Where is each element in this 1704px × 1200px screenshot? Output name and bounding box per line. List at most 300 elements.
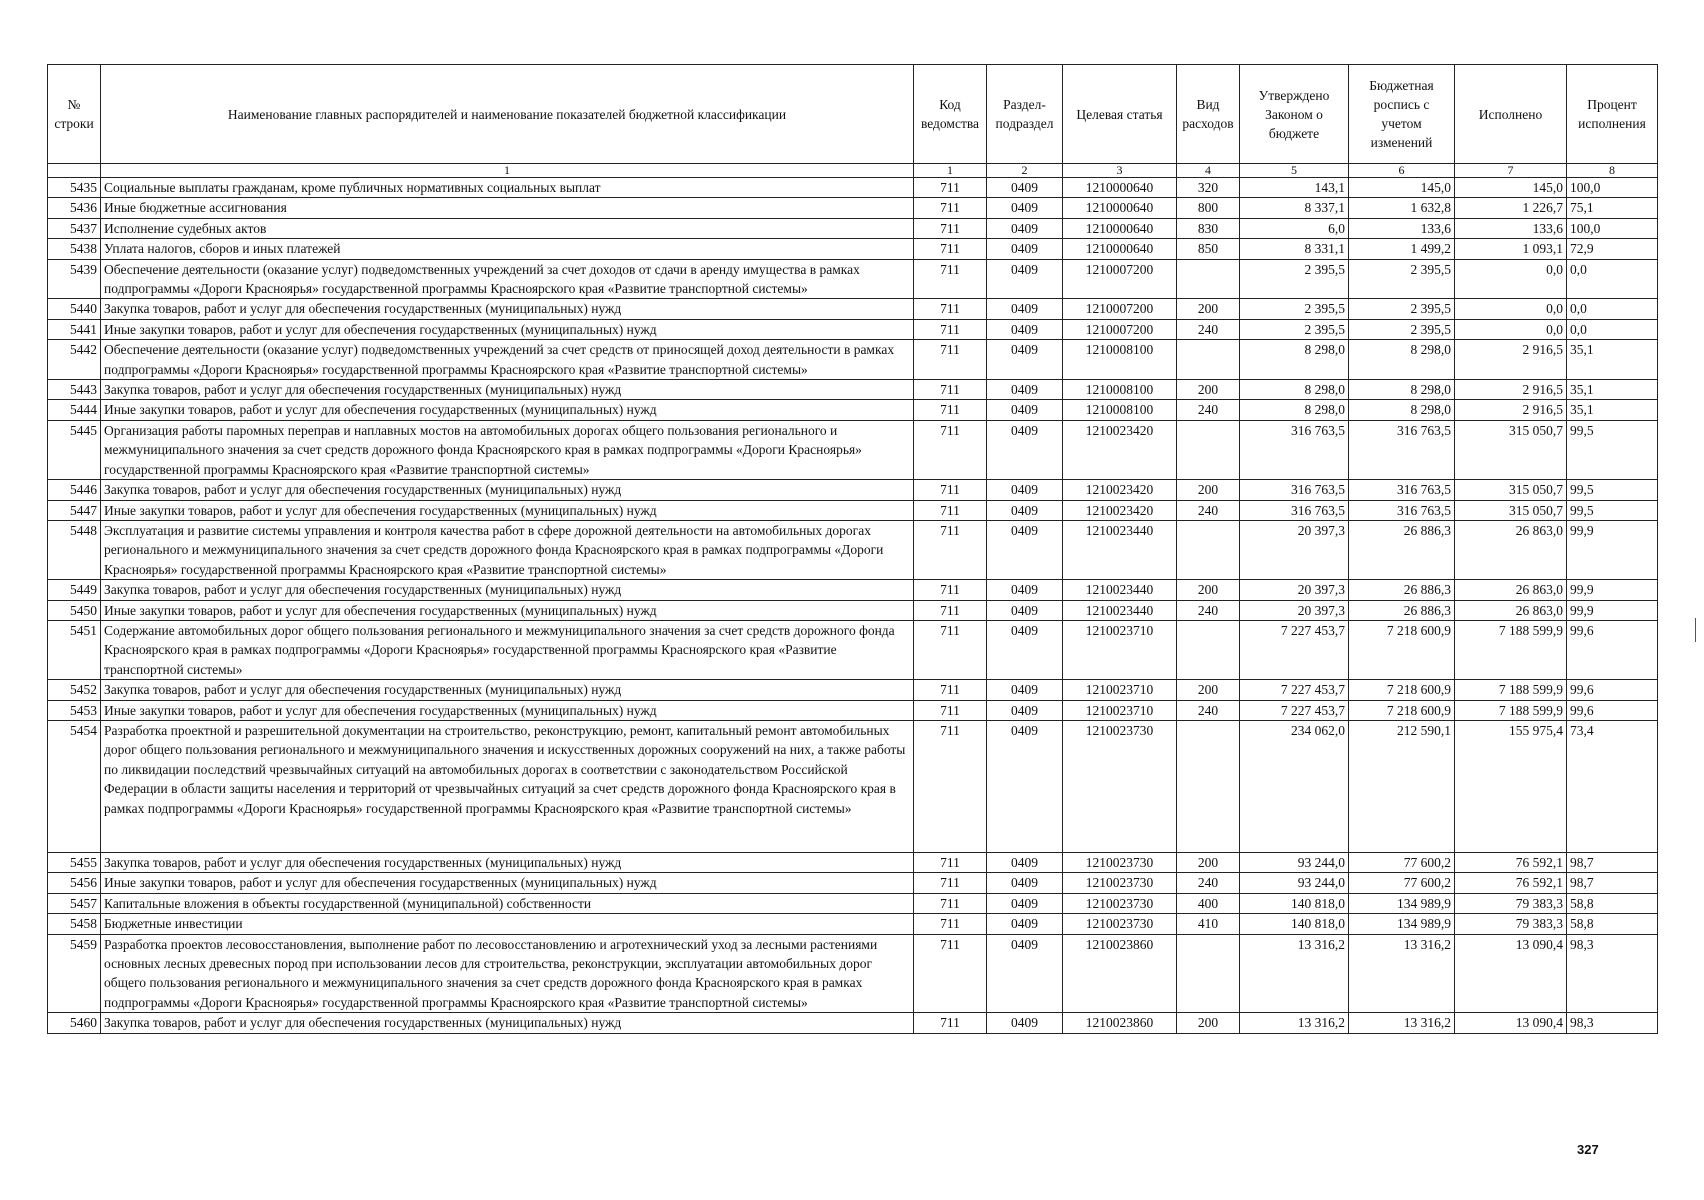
item-name: Закупка товаров, работ и услуг для обеспечения государственных (муниципальных) нужд	[101, 680, 914, 700]
item-name: Эксплуатация и развитие системы управления и контроля качества работ в сфере дорожной деятельности на автомобильных дорогах регионального и межмуниципального значения за счет средств дорожного фонда Красноярского края в рамках подпрограммы «Дороги Красноярья» государственной программы Красноярского края «Развитие транспортной системы»	[101, 520, 914, 579]
section-code: 0409	[987, 239, 1063, 259]
expense-type: 240	[1177, 500, 1240, 520]
approved-amount: 316 763,5	[1240, 420, 1349, 479]
row-number: 5451	[48, 620, 101, 679]
approved-amount: 8 298,0	[1240, 400, 1349, 420]
execution-percent: 72,9	[1567, 239, 1658, 259]
executed-amount: 2 916,5	[1455, 400, 1567, 420]
item-name: Бюджетные инвестиции	[101, 914, 914, 934]
executed-amount: 26 863,0	[1455, 520, 1567, 579]
header-name: Наименование главных распорядителей и наименование показателей бюджетной классификации	[101, 65, 914, 164]
executed-amount: 79 383,3	[1455, 914, 1567, 934]
budget-execution-table	[47, 64, 1658, 1034]
executed-amount: 76 592,1	[1455, 873, 1567, 893]
dept-code: 711	[914, 873, 987, 893]
row-number: 5452	[48, 680, 101, 700]
executed-amount: 2 916,5	[1455, 340, 1567, 380]
executed-amount: 26 863,0	[1455, 580, 1567, 600]
executed-amount: 13 090,4	[1455, 934, 1567, 1013]
executed-amount: 76 592,1	[1455, 852, 1567, 872]
target-article: 1210007200	[1063, 299, 1177, 319]
dept-code: 711	[914, 852, 987, 872]
section-code: 0409	[987, 400, 1063, 420]
row-number: 5460	[48, 1013, 101, 1033]
dept-code: 711	[914, 620, 987, 679]
executed-amount: 26 863,0	[1455, 600, 1567, 620]
dept-code: 711	[914, 1013, 987, 1033]
expense-type	[1177, 934, 1240, 1013]
expense-type: 200	[1177, 299, 1240, 319]
table-row	[48, 914, 1658, 934]
expense-type: 800	[1177, 198, 1240, 218]
table-row	[48, 873, 1658, 893]
table-row	[48, 852, 1658, 872]
approved-amount: 8 298,0	[1240, 340, 1349, 380]
execution-percent: 100,0	[1567, 178, 1658, 198]
item-name: Иные закупки товаров, работ и услуг для обеспечения государственных (муниципальных) нужд	[101, 500, 914, 520]
table-row	[48, 580, 1658, 600]
item-name: Социальные выплаты гражданам, кроме публичных нормативных социальных выплат	[101, 178, 914, 198]
target-article: 1210023730	[1063, 873, 1177, 893]
row-number: 5459	[48, 934, 101, 1013]
index-cell: 8	[1567, 164, 1658, 178]
item-name: Иные закупки товаров, работ и услуг для обеспечения государственных (муниципальных) нужд	[101, 873, 914, 893]
execution-percent: 75,1	[1567, 198, 1658, 218]
target-article: 1210000640	[1063, 218, 1177, 238]
budget-list-amount: 1 632,8	[1349, 198, 1455, 218]
budget-list-amount: 77 600,2	[1349, 873, 1455, 893]
dept-code: 711	[914, 380, 987, 400]
expense-type: 200	[1177, 380, 1240, 400]
dept-code: 711	[914, 218, 987, 238]
dept-code: 711	[914, 299, 987, 319]
row-number: 5435	[48, 178, 101, 198]
expense-type	[1177, 720, 1240, 852]
item-name: Организация работы паромных переправ и наплавных мостов на автомобильных дорогах общего пользования регионального и межмуниципального значения за счет средств дорожного фонда Красноярского края в рамках подпрограммы «Дороги Красноярья» государственной программы Красноярского края «Развитие транспортной системы»	[101, 420, 914, 479]
approved-amount: 7 227 453,7	[1240, 620, 1349, 679]
approved-amount: 93 244,0	[1240, 852, 1349, 872]
row-number: 5446	[48, 480, 101, 500]
execution-percent: 98,3	[1567, 934, 1658, 1013]
table-row	[48, 480, 1658, 500]
approved-amount: 140 818,0	[1240, 914, 1349, 934]
row-number: 5450	[48, 600, 101, 620]
execution-percent: 99,9	[1567, 520, 1658, 579]
executed-amount: 0,0	[1455, 319, 1567, 339]
budget-list-amount: 26 886,3	[1349, 520, 1455, 579]
expense-type: 200	[1177, 852, 1240, 872]
table-row	[48, 620, 1658, 679]
page-number: 327	[1577, 1142, 1599, 1157]
approved-amount: 2 395,5	[1240, 319, 1349, 339]
approved-amount: 6,0	[1240, 218, 1349, 238]
row-number: 5455	[48, 852, 101, 872]
executed-amount: 7 188 599,9	[1455, 620, 1567, 679]
executed-amount: 0,0	[1455, 259, 1567, 299]
budget-list-amount: 2 395,5	[1349, 259, 1455, 299]
execution-percent: 99,5	[1567, 500, 1658, 520]
table-row	[48, 178, 1658, 198]
row-number: 5454	[48, 720, 101, 852]
header-budget-list: Бюджетная роспись с учетом изменений	[1349, 65, 1455, 164]
row-number: 5437	[48, 218, 101, 238]
table-row	[48, 720, 1658, 852]
dept-code: 711	[914, 239, 987, 259]
approved-amount: 8 337,1	[1240, 198, 1349, 218]
section-code: 0409	[987, 319, 1063, 339]
approved-amount: 2 395,5	[1240, 259, 1349, 299]
approved-amount: 8 331,1	[1240, 239, 1349, 259]
executed-amount: 0,0	[1455, 299, 1567, 319]
section-code: 0409	[987, 893, 1063, 913]
target-article: 1210023420	[1063, 480, 1177, 500]
executed-amount: 315 050,7	[1455, 480, 1567, 500]
column-index-row	[48, 164, 1658, 178]
item-name: Закупка товаров, работ и услуг для обеспечения государственных (муниципальных) нужд	[101, 480, 914, 500]
dept-code: 711	[914, 680, 987, 700]
expense-type: 240	[1177, 600, 1240, 620]
target-article: 1210023860	[1063, 934, 1177, 1013]
row-number: 5456	[48, 873, 101, 893]
dept-code: 711	[914, 420, 987, 479]
row-number: 5448	[48, 520, 101, 579]
section-code: 0409	[987, 914, 1063, 934]
budget-list-amount: 7 218 600,9	[1349, 680, 1455, 700]
row-number: 5445	[48, 420, 101, 479]
executed-amount: 145,0	[1455, 178, 1567, 198]
table-row	[48, 218, 1658, 238]
item-name: Иные закупки товаров, работ и услуг для обеспечения государственных (муниципальных) нужд	[101, 700, 914, 720]
approved-amount: 20 397,3	[1240, 520, 1349, 579]
expense-type	[1177, 340, 1240, 380]
target-article: 1210023440	[1063, 580, 1177, 600]
table-row	[48, 893, 1658, 913]
expense-type: 200	[1177, 1013, 1240, 1033]
target-article: 1210023710	[1063, 700, 1177, 720]
execution-percent: 98,7	[1567, 852, 1658, 872]
budget-list-amount: 8 298,0	[1349, 340, 1455, 380]
approved-amount: 316 763,5	[1240, 480, 1349, 500]
dept-code: 711	[914, 893, 987, 913]
budget-list-amount: 26 886,3	[1349, 600, 1455, 620]
header-approved: Утверждено Законом о бюджете	[1240, 65, 1349, 164]
execution-percent: 99,6	[1567, 700, 1658, 720]
expense-type: 200	[1177, 480, 1240, 500]
section-code: 0409	[987, 500, 1063, 520]
section-code: 0409	[987, 934, 1063, 1013]
section-code: 0409	[987, 520, 1063, 579]
section-code: 0409	[987, 600, 1063, 620]
execution-percent: 58,8	[1567, 893, 1658, 913]
item-name: Закупка товаров, работ и услуг для обеспечения государственных (муниципальных) нужд	[101, 852, 914, 872]
row-number: 5449	[48, 580, 101, 600]
expense-type: 320	[1177, 178, 1240, 198]
budget-list-amount: 13 316,2	[1349, 1013, 1455, 1033]
section-code: 0409	[987, 218, 1063, 238]
target-article: 1210000640	[1063, 239, 1177, 259]
budget-list-amount: 7 218 600,9	[1349, 700, 1455, 720]
target-article: 1210023710	[1063, 680, 1177, 700]
dept-code: 711	[914, 319, 987, 339]
expense-type	[1177, 620, 1240, 679]
target-article: 1210023730	[1063, 852, 1177, 872]
dept-code: 711	[914, 720, 987, 852]
budget-list-amount: 13 316,2	[1349, 934, 1455, 1013]
section-code: 0409	[987, 198, 1063, 218]
approved-amount: 7 227 453,7	[1240, 680, 1349, 700]
budget-list-amount: 316 763,5	[1349, 500, 1455, 520]
target-article: 1210023420	[1063, 500, 1177, 520]
section-code: 0409	[987, 340, 1063, 380]
executed-amount: 1 093,1	[1455, 239, 1567, 259]
section-code: 0409	[987, 178, 1063, 198]
item-name: Капитальные вложения в объекты государственной (муниципальной) собственности	[101, 893, 914, 913]
item-name: Обеспечение деятельности (оказание услуг) подведомственных учреждений за счет средств от приносящей доход деятельности в рамках подпрограммы «Дороги Красноярья» государственной программы Красноярского края «Развитие транспортной системы»	[101, 340, 914, 380]
target-article: 1210023420	[1063, 420, 1177, 479]
table-row	[48, 500, 1658, 520]
target-article: 1210000640	[1063, 178, 1177, 198]
approved-amount: 2 395,5	[1240, 299, 1349, 319]
section-code: 0409	[987, 580, 1063, 600]
target-article: 1210023860	[1063, 1013, 1177, 1033]
target-article: 1210023730	[1063, 720, 1177, 852]
row-number: 5458	[48, 914, 101, 934]
approved-amount: 234 062,0	[1240, 720, 1349, 852]
expense-type: 200	[1177, 680, 1240, 700]
approved-amount: 13 316,2	[1240, 1013, 1349, 1033]
execution-percent: 99,5	[1567, 420, 1658, 479]
budget-list-amount: 2 395,5	[1349, 299, 1455, 319]
execution-percent: 58,8	[1567, 914, 1658, 934]
approved-amount: 8 298,0	[1240, 380, 1349, 400]
budget-list-amount: 212 590,1	[1349, 720, 1455, 852]
index-cell: 4	[1177, 164, 1240, 178]
section-code: 0409	[987, 680, 1063, 700]
expense-type	[1177, 259, 1240, 299]
section-code: 0409	[987, 720, 1063, 852]
executed-amount: 7 188 599,9	[1455, 680, 1567, 700]
section-code: 0409	[987, 380, 1063, 400]
item-name: Уплата налогов, сборов и иных платежей	[101, 239, 914, 259]
table-row	[48, 1013, 1658, 1033]
target-article: 1210008100	[1063, 380, 1177, 400]
header-section: Раздел-подраздел	[987, 65, 1063, 164]
row-number: 5457	[48, 893, 101, 913]
approved-amount: 140 818,0	[1240, 893, 1349, 913]
row-number: 5441	[48, 319, 101, 339]
executed-amount: 7 188 599,9	[1455, 700, 1567, 720]
index-cell: 5	[1240, 164, 1349, 178]
table-body	[48, 178, 1658, 1034]
budget-list-amount: 134 989,9	[1349, 914, 1455, 934]
target-article: 1210007200	[1063, 259, 1177, 299]
target-article: 1210023730	[1063, 914, 1177, 934]
execution-percent: 0,0	[1567, 299, 1658, 319]
executed-amount: 13 090,4	[1455, 1013, 1567, 1033]
dept-code: 711	[914, 580, 987, 600]
target-article: 1210000640	[1063, 198, 1177, 218]
item-name: Иные закупки товаров, работ и услуг для обеспечения государственных (муниципальных) нужд	[101, 400, 914, 420]
index-cell-blank	[48, 164, 101, 178]
table-row	[48, 400, 1658, 420]
item-name: Закупка товаров, работ и услуг для обеспечения государственных (муниципальных) нужд	[101, 580, 914, 600]
executed-amount: 155 975,4	[1455, 720, 1567, 852]
expense-type	[1177, 520, 1240, 579]
table-row	[48, 380, 1658, 400]
header-expense-type: Вид расходов	[1177, 65, 1240, 164]
dept-code: 711	[914, 480, 987, 500]
approved-amount: 93 244,0	[1240, 873, 1349, 893]
budget-list-amount: 133,6	[1349, 218, 1455, 238]
executed-amount: 1 226,7	[1455, 198, 1567, 218]
section-code: 0409	[987, 420, 1063, 479]
item-name: Исполнение судебных актов	[101, 218, 914, 238]
table-row	[48, 319, 1658, 339]
budget-list-amount: 77 600,2	[1349, 852, 1455, 872]
header-dept-code: Код ведомства	[914, 65, 987, 164]
approved-amount: 20 397,3	[1240, 600, 1349, 620]
expense-type: 410	[1177, 914, 1240, 934]
section-code: 0409	[987, 873, 1063, 893]
expense-type: 240	[1177, 700, 1240, 720]
table-row	[48, 680, 1658, 700]
dept-code: 711	[914, 198, 987, 218]
section-code: 0409	[987, 852, 1063, 872]
index-cell: 2	[987, 164, 1063, 178]
budget-list-amount: 8 298,0	[1349, 400, 1455, 420]
approved-amount: 316 763,5	[1240, 500, 1349, 520]
execution-percent: 35,1	[1567, 340, 1658, 380]
executed-amount: 2 916,5	[1455, 380, 1567, 400]
execution-percent: 98,3	[1567, 1013, 1658, 1033]
approved-amount: 7 227 453,7	[1240, 700, 1349, 720]
target-article: 1210023730	[1063, 893, 1177, 913]
expense-type: 200	[1177, 580, 1240, 600]
budget-list-amount: 316 763,5	[1349, 420, 1455, 479]
approved-amount: 20 397,3	[1240, 580, 1349, 600]
item-name: Разработка проектов лесовосстановления, выполнение работ по лесовосстановлению и агротехнический уход за лесными растениями основных лесных древесных пород при использовании лесов для строительства, реконструкции, эксплуатации автомобильных дорог общего пользования регионального и межмуниципального значения за счет средств дорожного фонда Красноярского края в рамках подпрограммы «Дороги Красноярья» государственной программы Красноярского края «Развитие транспортной системы»	[101, 934, 914, 1013]
item-name: Закупка товаров, работ и услуг для обеспечения государственных (муниципальных) нужд	[101, 380, 914, 400]
budget-list-amount: 134 989,9	[1349, 893, 1455, 913]
dept-code: 711	[914, 400, 987, 420]
budget-list-amount: 145,0	[1349, 178, 1455, 198]
executed-amount: 133,6	[1455, 218, 1567, 238]
target-article: 1210023440	[1063, 520, 1177, 579]
table-row	[48, 340, 1658, 380]
index-cell: 1	[914, 164, 987, 178]
item-name: Закупка товаров, работ и услуг для обеспечения государственных (муниципальных) нужд	[101, 1013, 914, 1033]
table-row	[48, 198, 1658, 218]
execution-percent: 99,5	[1567, 480, 1658, 500]
target-article: 1210008100	[1063, 400, 1177, 420]
dept-code: 711	[914, 259, 987, 299]
executed-amount: 315 050,7	[1455, 500, 1567, 520]
approved-amount: 143,1	[1240, 178, 1349, 198]
row-number: 5447	[48, 500, 101, 520]
row-number: 5443	[48, 380, 101, 400]
expense-type	[1177, 420, 1240, 479]
section-code: 0409	[987, 259, 1063, 299]
dept-code: 711	[914, 178, 987, 198]
execution-percent: 99,9	[1567, 580, 1658, 600]
expense-type: 240	[1177, 400, 1240, 420]
row-number: 5453	[48, 700, 101, 720]
table-row	[48, 700, 1658, 720]
section-code: 0409	[987, 480, 1063, 500]
item-name: Содержание автомобильных дорог общего пользования регионального и межмуниципального значения за счет средств дорожного фонда Красноярского края в рамках подпрограммы «Дороги Красноярья» государственной программы Красноярского края «Развитие транспортной системы»	[101, 620, 914, 679]
row-number: 5438	[48, 239, 101, 259]
dept-code: 711	[914, 700, 987, 720]
index-cell: 3	[1063, 164, 1177, 178]
expense-type: 400	[1177, 893, 1240, 913]
target-article: 1210007200	[1063, 319, 1177, 339]
execution-percent: 73,4	[1567, 720, 1658, 852]
budget-list-amount: 1 499,2	[1349, 239, 1455, 259]
dept-code: 711	[914, 934, 987, 1013]
section-code: 0409	[987, 1013, 1063, 1033]
header-target-article: Целевая статья	[1063, 65, 1177, 164]
header-percent: Процент исполнения	[1567, 65, 1658, 164]
table-row	[48, 520, 1658, 579]
budget-list-amount: 316 763,5	[1349, 480, 1455, 500]
scan-edge-mark	[1695, 618, 1696, 642]
expense-type: 850	[1177, 239, 1240, 259]
dept-code: 711	[914, 340, 987, 380]
header-executed: Исполнено	[1455, 65, 1567, 164]
row-number: 5439	[48, 259, 101, 299]
item-name: Иные закупки товаров, работ и услуг для обеспечения государственных (муниципальных) нужд	[101, 600, 914, 620]
table-row	[48, 934, 1658, 1013]
execution-percent: 99,6	[1567, 680, 1658, 700]
header-row-no: № строки	[48, 65, 101, 164]
approved-amount: 13 316,2	[1240, 934, 1349, 1013]
row-number: 5442	[48, 340, 101, 380]
table-row	[48, 259, 1658, 299]
table-header-row	[48, 65, 1658, 164]
execution-percent: 35,1	[1567, 400, 1658, 420]
item-name: Обеспечение деятельности (оказание услуг) подведомственных учреждений за счет доходов от сдачи в аренду имущества в рамках подпрограммы «Дороги Красноярья» государственной программы Красноярского края «Развитие транспортной системы»	[101, 259, 914, 299]
index-cell: 7	[1455, 164, 1567, 178]
table-row	[48, 239, 1658, 259]
index-cell: 6	[1349, 164, 1455, 178]
dept-code: 711	[914, 500, 987, 520]
expense-type: 240	[1177, 873, 1240, 893]
item-name: Разработка проектной и разрешительной документации на строительство, реконструкцию, ремонт, капитальный ремонт автомобильных дорог общего пользования регионального и межмуниципального значения и искусственных дорожных сооружений на них, а также работы по ликвидации последствий чрезвычайных ситуаций на автомобильных дорогах в соответствии с законодательством Российской Федерации в области защиты населения и территорий от чрезвычайных ситуаций за счет средств дорожного фонда Красноярского края в рамках подпрограммы «Дороги Красноярья» государственной программы Красноярского края «Развитие транспортной системы»	[101, 720, 914, 852]
dept-code: 711	[914, 520, 987, 579]
table-row	[48, 600, 1658, 620]
execution-percent: 99,6	[1567, 620, 1658, 679]
execution-percent: 35,1	[1567, 380, 1658, 400]
target-article: 1210023710	[1063, 620, 1177, 679]
row-number: 5436	[48, 198, 101, 218]
table-row	[48, 299, 1658, 319]
budget-list-amount: 7 218 600,9	[1349, 620, 1455, 679]
row-number: 5444	[48, 400, 101, 420]
executed-amount: 315 050,7	[1455, 420, 1567, 479]
dept-code: 711	[914, 600, 987, 620]
execution-percent: 100,0	[1567, 218, 1658, 238]
expense-type: 240	[1177, 319, 1240, 339]
table-row	[48, 420, 1658, 479]
execution-percent: 0,0	[1567, 319, 1658, 339]
execution-percent: 98,7	[1567, 873, 1658, 893]
target-article: 1210023440	[1063, 600, 1177, 620]
budget-list-amount: 26 886,3	[1349, 580, 1455, 600]
budget-list-amount: 8 298,0	[1349, 380, 1455, 400]
execution-percent: 99,9	[1567, 600, 1658, 620]
item-name: Иные бюджетные ассигнования	[101, 198, 914, 218]
item-name: Закупка товаров, работ и услуг для обеспечения государственных (муниципальных) нужд	[101, 299, 914, 319]
